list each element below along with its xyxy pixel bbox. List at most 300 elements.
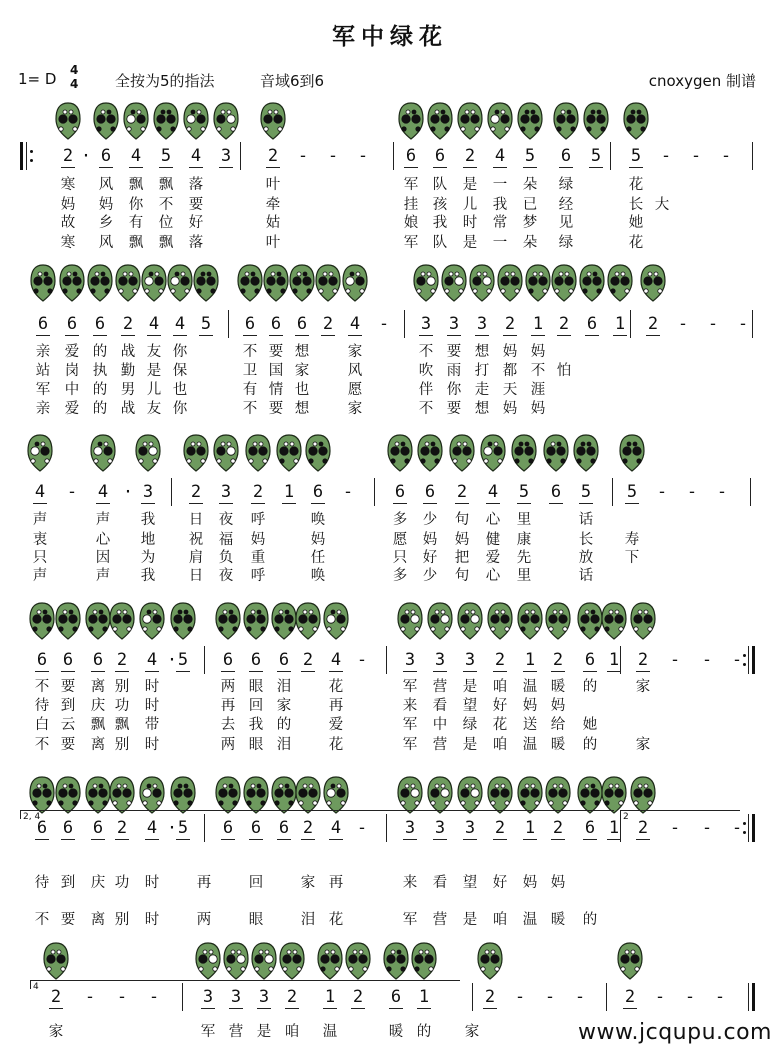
barline <box>393 142 394 170</box>
lyric-char: 任 <box>310 550 326 566</box>
lyric-char: 怕 <box>556 363 572 379</box>
note: 2 <box>558 314 570 334</box>
eighth-underline <box>129 167 143 168</box>
lyric-char: 位 <box>158 215 174 231</box>
lyric-char: 时 <box>144 679 160 695</box>
note: 6 <box>270 314 282 334</box>
note: 4 <box>146 818 158 838</box>
eighth-underline <box>583 839 597 840</box>
lyric-char: 到 <box>60 875 76 891</box>
note: 1 <box>608 650 620 670</box>
lyric-char: 飘 <box>128 235 144 251</box>
eighth-underline <box>613 335 627 336</box>
note: · <box>122 482 134 502</box>
eighth-underline <box>423 503 437 504</box>
lyric-char: 里 <box>516 568 532 584</box>
lyric-char: 家 <box>294 363 310 379</box>
lyric-char: 花 <box>628 177 644 193</box>
note: 6 <box>424 482 436 502</box>
volta-bracket <box>20 810 614 811</box>
note: 4 <box>148 314 160 334</box>
note: - <box>148 987 160 1007</box>
eighth-underline <box>49 1008 63 1009</box>
lyric-char: 中 <box>64 382 80 398</box>
note: 6 <box>250 818 262 838</box>
lyric-char: 少 <box>422 512 438 528</box>
lyric-char: 已 <box>522 197 538 213</box>
note: - <box>297 146 309 166</box>
lyric-char: 衷 <box>32 532 48 548</box>
lyric-char: 把 <box>454 550 470 566</box>
barline <box>204 814 205 842</box>
ocarina-fingering-icon <box>109 602 135 640</box>
ocarina-fingering-icon <box>397 602 423 640</box>
repeat-dot <box>743 663 746 666</box>
eighth-underline <box>251 503 265 504</box>
ocarina-fingering-icon <box>497 264 523 302</box>
lyric-char: 夜 <box>218 568 234 584</box>
lyric-char: 肩 <box>188 550 204 566</box>
ocarina-fingering-icon <box>170 776 196 814</box>
lyric-char: 好 <box>492 875 508 891</box>
lyric-char: 大 <box>654 197 670 213</box>
note: 2 <box>252 482 264 502</box>
lyric-char: 放 <box>578 550 594 566</box>
barline <box>606 983 607 1011</box>
lyric-char: 到 <box>60 698 76 714</box>
lyric-char: 日 <box>188 512 204 528</box>
barline <box>612 478 613 506</box>
lyric-char: 家 <box>347 401 363 417</box>
lyric-char: 待 <box>34 698 50 714</box>
note: 6 <box>94 314 106 334</box>
lyric-char: 军 <box>402 717 418 733</box>
note: 2 <box>456 482 468 502</box>
barline <box>240 142 241 170</box>
lyric-char: 妈 <box>98 197 114 213</box>
lyric-char: 愿 <box>392 532 408 548</box>
lyric-char: 不 <box>34 912 50 928</box>
eighth-underline <box>321 335 335 336</box>
lyric-char: 唤 <box>310 512 326 528</box>
volta-label: 2, 4 <box>23 812 41 822</box>
lyric-char: 温 <box>522 737 538 753</box>
note: 4 <box>487 482 499 502</box>
lyric-char: 不 <box>34 679 50 695</box>
page-title: 军中绿花 <box>332 24 448 50</box>
note: 5 <box>177 650 189 670</box>
lyric-char: 的 <box>276 717 292 733</box>
lyric-char: 声 <box>32 568 48 584</box>
eighth-underline <box>99 167 113 168</box>
note: 5 <box>160 146 172 166</box>
ocarina-fingering-icon <box>397 776 423 814</box>
lyric-char: 送 <box>522 717 538 733</box>
lyric-char: 保 <box>172 363 188 379</box>
ocarina-fingering-icon <box>27 434 53 472</box>
note: 2 <box>286 987 298 1007</box>
lyric-char: 来 <box>402 875 418 891</box>
note: 4 <box>130 146 142 166</box>
ocarina-fingering-icon <box>59 264 85 302</box>
barline <box>386 646 387 674</box>
ocarina-fingering-icon <box>457 102 483 140</box>
lyric-char: 妈 <box>454 532 470 548</box>
lyric-char: 妈 <box>530 344 546 360</box>
eighth-underline <box>629 167 643 168</box>
lyric-char: 好 <box>492 698 508 714</box>
lyric-char: 你 <box>128 197 144 213</box>
note: 1 <box>524 818 536 838</box>
eighth-underline <box>33 503 47 504</box>
note: 2 <box>624 987 636 1007</box>
ocarina-fingering-icon <box>245 434 271 472</box>
ocarina-fingering-icon <box>276 434 302 472</box>
note: 3 <box>220 146 232 166</box>
lyric-char: 待 <box>34 875 50 891</box>
eighth-underline <box>523 839 537 840</box>
note: 6 <box>312 482 324 502</box>
eighth-underline <box>433 839 447 840</box>
lyric-char: 两 <box>220 679 236 695</box>
lyric-char: 友 <box>146 401 162 417</box>
lyric-char: 军 <box>402 912 418 928</box>
note: 4 <box>349 314 361 334</box>
volta-label: 2 <box>623 812 629 822</box>
lyric-char: 风 <box>98 177 114 193</box>
ocarina-fingering-icon <box>607 264 633 302</box>
note: 4 <box>34 482 46 502</box>
note: 2 <box>637 650 649 670</box>
note: - <box>66 482 78 502</box>
eighth-underline <box>636 839 650 840</box>
ocarina-fingering-icon <box>243 602 269 640</box>
lyric-char: 孩 <box>432 197 448 213</box>
note: - <box>656 482 668 502</box>
lyric-char: 里 <box>516 512 532 528</box>
eighth-underline <box>463 671 477 672</box>
note: 4 <box>190 146 202 166</box>
lyric-char: 温 <box>522 912 538 928</box>
ocarina-fingering-icon <box>411 942 437 980</box>
lyric-char: 妈 <box>502 344 518 360</box>
eighth-underline <box>417 1008 431 1009</box>
note: 2 <box>322 314 334 334</box>
lyric-char: 她 <box>628 215 644 231</box>
lyric-char: 走 <box>474 382 490 398</box>
lyric-char: 的 <box>92 382 108 398</box>
lyric-char: 绿 <box>558 235 574 251</box>
range-note: 音域6到6 <box>260 72 325 90</box>
eighth-underline <box>503 335 517 336</box>
lyric-char: 家 <box>464 1024 480 1040</box>
lyric-char: 落 <box>188 177 204 193</box>
lyric-char: 经 <box>558 197 574 213</box>
note: 3 <box>420 314 432 334</box>
ocarina-fingering-icon <box>295 776 321 814</box>
eighth-underline <box>551 839 565 840</box>
eighth-underline <box>433 671 447 672</box>
lyric-char: 的 <box>92 344 108 360</box>
lyric-char: 家 <box>635 737 651 753</box>
ocarina-fingering-icon <box>141 264 167 302</box>
lyric-char: 多 <box>392 568 408 584</box>
lyric-char: 要 <box>60 679 76 695</box>
barline <box>182 983 183 1011</box>
repeat-dot <box>30 159 33 162</box>
lyric-char: 不 <box>158 197 174 213</box>
eighth-underline <box>173 335 187 336</box>
lyric-char: 挂 <box>403 197 419 213</box>
eighth-underline <box>121 335 135 336</box>
note: 4 <box>330 818 342 838</box>
lyric-char: 梦 <box>522 215 538 231</box>
lyric-char: 都 <box>502 363 518 379</box>
eighth-underline <box>61 671 75 672</box>
lyric-char: 愿 <box>347 382 363 398</box>
lyric-char: 友 <box>146 344 162 360</box>
lyric-char: 一 <box>492 177 508 193</box>
eighth-underline <box>145 671 159 672</box>
lyric-char: 庆 <box>90 698 106 714</box>
note: 1 <box>614 314 626 334</box>
note: 3 <box>434 818 446 838</box>
barline <box>610 142 611 170</box>
lyric-char: 朵 <box>522 235 538 251</box>
lyric-char: 眼 <box>248 912 264 928</box>
eighth-underline <box>549 503 563 504</box>
eighth-underline <box>447 335 461 336</box>
note: 6 <box>244 314 256 334</box>
lyric-char: 心 <box>485 568 501 584</box>
lyric-char: 寒 <box>60 177 76 193</box>
note: - <box>707 314 719 334</box>
note: - <box>677 314 689 334</box>
lyric-char: 战 <box>120 401 136 417</box>
repeat-dot <box>743 831 746 834</box>
eighth-underline <box>403 671 417 672</box>
ocarina-fingering-icon <box>457 602 483 640</box>
lyric-char: 绿 <box>558 177 574 193</box>
note: 2 <box>50 987 62 1007</box>
lyric-char: 妈 <box>310 532 326 548</box>
ocarina-fingering-icon <box>29 602 55 640</box>
eighth-underline <box>636 671 650 672</box>
note: 2 <box>464 146 476 166</box>
lyric-char: 我 <box>140 568 156 584</box>
note: 6 <box>92 650 104 670</box>
lyric-char: 好 <box>188 215 204 231</box>
lyric-char: 儿 <box>462 197 478 213</box>
eighth-underline <box>91 839 105 840</box>
note: 3 <box>142 482 154 502</box>
lyric-char: 娘 <box>403 215 419 231</box>
ocarina-fingering-icon <box>577 776 603 814</box>
lyric-char: 时 <box>144 875 160 891</box>
lyric-char: 白 <box>34 717 50 733</box>
ocarina-fingering-icon <box>383 942 409 980</box>
lyric-char: 要 <box>446 401 462 417</box>
lyric-char: 句 <box>454 568 470 584</box>
note: - <box>84 987 96 1007</box>
eighth-underline <box>176 839 190 840</box>
lyric-char: 祝 <box>188 532 204 548</box>
eighth-underline <box>249 839 263 840</box>
lyric-char: 不 <box>418 401 434 417</box>
note: 3 <box>448 314 460 334</box>
lyric-char: 风 <box>347 363 363 379</box>
lyric-char: 妈 <box>522 698 538 714</box>
note: - <box>116 987 128 1007</box>
lyric-char: 你 <box>172 401 188 417</box>
eighth-underline <box>91 671 105 672</box>
lyric-char: 下 <box>624 550 640 566</box>
lyric-char: 打 <box>474 363 490 379</box>
lyric-char: 时 <box>144 737 160 753</box>
lyric-char: 妈 <box>522 875 538 891</box>
repeat-dot <box>743 822 746 825</box>
lyric-char: 咱 <box>284 1024 300 1040</box>
lyric-char: 男 <box>120 382 136 398</box>
eighth-underline <box>646 335 660 336</box>
lyric-char: 朵 <box>522 177 538 193</box>
lyric-char: 多 <box>392 512 408 528</box>
eighth-underline <box>557 335 571 336</box>
lyric-char: 只 <box>32 550 48 566</box>
note: 6 <box>296 314 308 334</box>
eighth-underline <box>221 671 235 672</box>
lyric-char: 爱 <box>328 717 344 733</box>
eighth-underline <box>219 503 233 504</box>
lyric-char: 好 <box>422 550 438 566</box>
note: 2 <box>267 146 279 166</box>
note: 2 <box>552 818 564 838</box>
lyric-char: 功 <box>114 875 130 891</box>
note: - <box>342 482 354 502</box>
note: - <box>660 146 672 166</box>
lyric-char: 带 <box>144 717 160 733</box>
note: 2 <box>494 818 506 838</box>
lyric-char: 我 <box>140 512 156 528</box>
ocarina-fingering-icon <box>109 776 135 814</box>
lyric-char: 营 <box>228 1024 244 1040</box>
repeat-dot <box>30 150 33 153</box>
note: 2 <box>552 650 564 670</box>
ocarina-fingering-icon <box>317 942 343 980</box>
eighth-underline <box>277 671 291 672</box>
lyric-char: 不 <box>530 363 546 379</box>
lyric-char: 望 <box>462 698 478 714</box>
eighth-underline <box>295 335 309 336</box>
note: 5 <box>626 482 638 502</box>
lyric-char: 看 <box>432 875 448 891</box>
volta-bracket <box>30 980 460 981</box>
note: 2 <box>122 314 134 334</box>
ocarina-fingering-icon <box>260 102 286 140</box>
ocarina-fingering-icon <box>579 264 605 302</box>
ocarina-fingering-icon <box>577 602 603 640</box>
volta-tick <box>30 980 31 989</box>
repeat-start-thin <box>26 142 27 170</box>
barline <box>630 310 631 338</box>
lyric-char: 故 <box>60 215 76 231</box>
lyric-char: 不 <box>418 344 434 360</box>
lyric-char: 队 <box>432 177 448 193</box>
lyric-char: 天 <box>502 382 518 398</box>
final-barline <box>752 646 755 674</box>
lyric-char: 声 <box>95 568 111 584</box>
ocarina-fingering-icon <box>215 776 241 814</box>
lyric-char: 叶 <box>265 235 281 251</box>
lyric-char: 因 <box>95 550 111 566</box>
ocarina-fingering-icon <box>413 264 439 302</box>
note: 6 <box>394 482 406 502</box>
lyric-char: 泪 <box>276 679 292 695</box>
lyric-char: 再 <box>220 698 236 714</box>
ocarina-fingering-icon <box>449 434 475 472</box>
eighth-underline <box>493 839 507 840</box>
ocarina-fingering-icon <box>573 434 599 472</box>
lyric-char: 去 <box>220 717 236 733</box>
note: 3 <box>404 650 416 670</box>
lyric-char: 花 <box>628 235 644 251</box>
barline <box>620 646 621 674</box>
note: - <box>686 482 698 502</box>
lyric-char: 营 <box>432 737 448 753</box>
ocarina-fingering-icon <box>583 102 609 140</box>
ocarina-fingering-icon <box>55 602 81 640</box>
ocarina-fingering-icon <box>90 434 116 472</box>
lyric-char: 飘 <box>114 717 130 733</box>
lyric-char: 是 <box>462 912 478 928</box>
lyric-char: 别 <box>114 737 130 753</box>
eighth-underline <box>455 503 469 504</box>
eighth-underline <box>403 839 417 840</box>
lyric-char: 有 <box>242 382 258 398</box>
ocarina-fingering-icon <box>139 776 165 814</box>
lyric-char: 要 <box>268 344 284 360</box>
ocarina-fingering-icon <box>251 942 277 980</box>
lyric-char: 绿 <box>462 717 478 733</box>
lyric-char: 飘 <box>128 177 144 193</box>
eighth-underline <box>311 503 325 504</box>
lyric-char: 咱 <box>492 737 508 753</box>
ocarina-fingering-icon <box>263 264 289 302</box>
lyric-char: 妈 <box>60 197 76 213</box>
lyric-char: 家 <box>635 679 651 695</box>
lyric-char: 暖 <box>550 679 566 695</box>
barline <box>752 310 753 338</box>
eighth-underline <box>301 671 315 672</box>
note: 6 <box>550 482 562 502</box>
note: - <box>514 987 526 1007</box>
eighth-underline <box>243 335 257 336</box>
repeat-dot <box>743 654 746 657</box>
note: 3 <box>434 650 446 670</box>
note: 2 <box>190 482 202 502</box>
note: 4 <box>174 314 186 334</box>
lyric-char: 长 <box>628 197 644 213</box>
barline <box>752 142 753 170</box>
lyric-char: 不 <box>242 401 258 417</box>
ocarina-fingering-icon <box>213 102 239 140</box>
note: 1 <box>524 650 536 670</box>
eighth-underline <box>393 503 407 504</box>
eighth-underline <box>419 335 433 336</box>
lyric-char: 眼 <box>248 737 264 753</box>
note: 1 <box>608 818 620 838</box>
ocarina-fingering-icon <box>195 942 221 980</box>
